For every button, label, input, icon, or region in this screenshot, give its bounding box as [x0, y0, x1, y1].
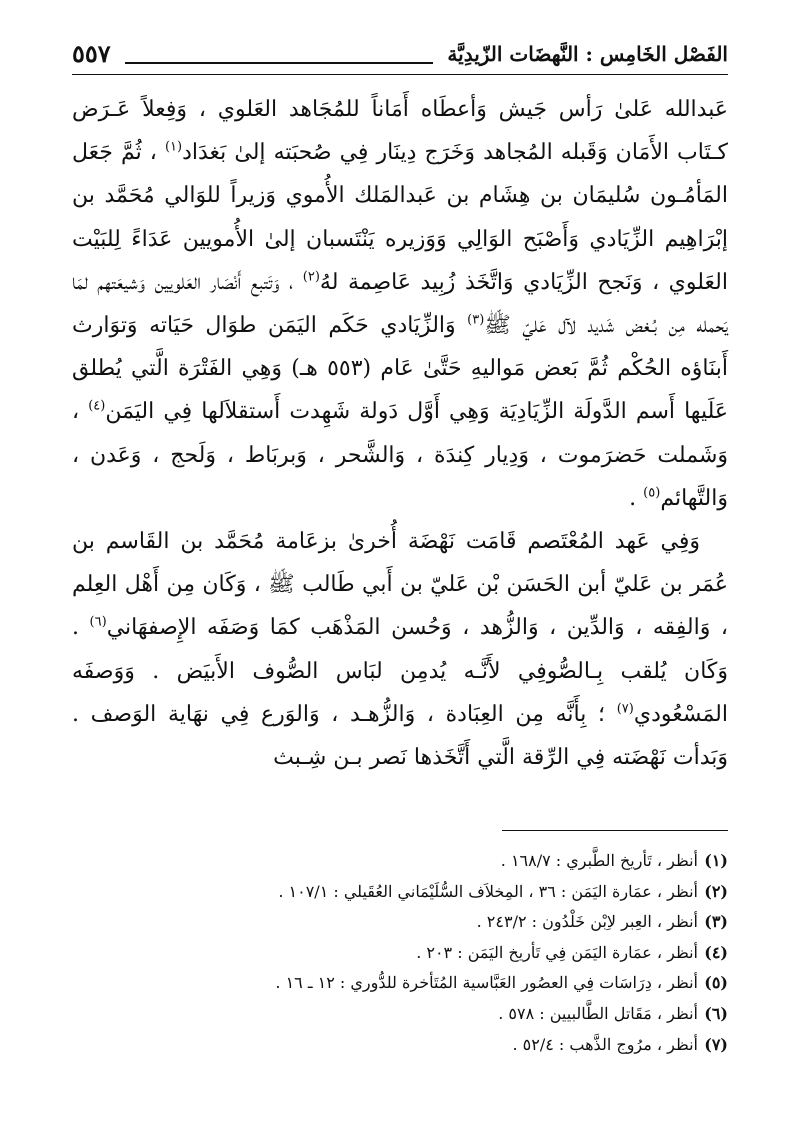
header-rule: [125, 62, 434, 64]
footnote-text: أنظر ، دِرَاسَات فِي العصُور العَبَّاسية المُتَأخرة للدُّوري : ١٢ ـ ١٦ .: [275, 973, 698, 993]
footnote-ref-3: (٣): [467, 312, 485, 328]
paragraph-1: [72, 88, 728, 520]
text-run: وَالزِّيَادي حَكَم اليَمَن طوَال حَيَاته وَتوَارث أَبنَاؤه الحُكْم ثُمَّ بَعض مَواليهِ حَتَّىٰ عَام (٥٥٣ هـ) وَهِي الفَتْرَة الَّتي يُطلق عَلَيها أَسم الدَّولَة الزِّيَادِيَة وَهِي أَوَّل دَولة شَهِدت أَستقلاَلها فِي اليَمَن: [72, 313, 729, 425]
footnote-item: [88, 877, 728, 908]
footnote-item: [88, 999, 728, 1030]
footnote-number: (١): [704, 851, 728, 870]
footnote-item: [88, 1030, 728, 1061]
text-run: .: [629, 485, 644, 511]
footnote-ref-4: (٤): [88, 399, 106, 415]
footnotes-list: [88, 846, 728, 1060]
text-run: . وَكَان يُلقب بِـالصُّوفِي لأَنَّـه يُدمِن لبَاس الصُّوف الأَبيَض . وَوَصفَه المَسْعُودي: [72, 615, 728, 727]
footnote-number: (٤): [704, 942, 728, 962]
text-run: ، ثُمَّ جَعَل المَأمُـون سُليمَان بن هِشَام بن عَبدالمَلك الأُموي وَزيراً للوَالي مُحَمَّد بن إبْرَاهِيم الزِّيَادي وَأَصْبَح الوَالِي وَوَزيره يَنْتَسبان إلىٰ الأُمويين عَدَاءً لِلبَيْت العَلوي ، وَنَجح الزِّيَادي وَاتَّخَذ زُبِيد عَاصِمة لهُ: [72, 140, 729, 295]
footnote-ref-5: (٥): [643, 485, 661, 501]
text-run: ، وَتَتبع أَنْصَار العَلويين وَشيعَتهم لمَا يَحمله مِن بُـغض شَديد لآل عَليّ ﷺ: [72, 269, 728, 339]
header-divider: [72, 74, 728, 75]
text-run: وَفِي عَهد المُعْتَصم قَامَت نَهْضَة أُخرىٰ بزعَامة مُحَمَّد بن القَاسم بن عُمَر بن عَليّ أبن الحَسَن بْن عَليّ بن أَبي طَالب ﷺ ، وَكَان مِن أَهْل العِلم ، وَالفِقه ، وَالدِّين ، وَالزُّهد ، وَحُسن المَذْهَب كمَا وَصَفَه الإِصفهَاني: [72, 529, 728, 641]
page-header: [72, 28, 728, 70]
footnote-number: (٢): [704, 881, 728, 901]
footnote-ref-6: (٦): [89, 615, 107, 631]
text-run: ؛ بِأَنَّه مِن العِبَادة ، وَالزُّهـد ، وَالوَرع فِي نهَاية الوَصف . وَبَدأت نَهْضَته فِي الرِّقة الَّتي أَتَّخَذها نَصر بـن شِـبث: [72, 701, 728, 771]
footnote-text: أنظر ، تَأريخ الطَّبري : ١٦٨/٧ .: [500, 851, 698, 870]
footnote-item: [88, 846, 728, 877]
footnote-text: أنظر ، عمَارة اليَمَن فِي تَأريخ اليَمَن : ٢٠٣ .: [416, 942, 698, 962]
text-run: ، وَشَملت حَضرَموت ، وَدِيار كِندَة ، وَالشَّحر ، وَبربَاط ، وَلَحج ، وَعَدن ، وَالتَّهائم: [72, 399, 728, 511]
footnote-text: أنظر ، عمَارة اليَمَن : ٣٦ ، المِخلاَف السُّلَيْمَاني العُقَيلي : ١٠٧/١ .: [278, 881, 698, 901]
footnote-text: أنظر ، مَقَاتل الطَّالبيين : ٥٧٨ .: [498, 1003, 698, 1023]
footnote-number: (٧): [704, 1034, 728, 1054]
main-text: [72, 88, 728, 779]
footnote-number: (٦): [704, 1003, 728, 1023]
footnote-item: [88, 968, 728, 999]
footnote-ref-1: (١): [164, 139, 183, 155]
footnote-text: أنظر ، العِبر لاِبْن خَلْدُون : ٢٤٣/٢ .: [476, 912, 698, 932]
footnote-ref-7: (٧): [616, 701, 634, 717]
text-run: عَبدالله عَلىٰ رَأس جَيش وَأعطَاه أَمَاناً للمُجَاهد العَلوي ، وَفِعلاً عَـرَض كـتَاب الأَمَان وَقَبله المُجاهد وَخَرَج دِينَار فِي صُحبَته إلىٰ بَغدَاد: [72, 97, 729, 166]
page-number: ٥٥٧: [72, 39, 111, 68]
footnote-text: أنظر ، مرُوج الذَّهب : ٥٢/٤ .: [512, 1034, 698, 1054]
footnote-number: (٥): [704, 973, 728, 993]
paragraph-2: [72, 520, 728, 779]
footnote-ref-2: (٢): [302, 269, 320, 285]
footnote-item: [88, 938, 728, 969]
footnote-number: (٣): [704, 912, 728, 932]
footnote-divider: [502, 830, 728, 831]
footnote-item: [88, 907, 728, 938]
chapter-title: الفَصْل الخَامِس : النَّهضَات الزّيدِيَّة: [447, 42, 728, 66]
